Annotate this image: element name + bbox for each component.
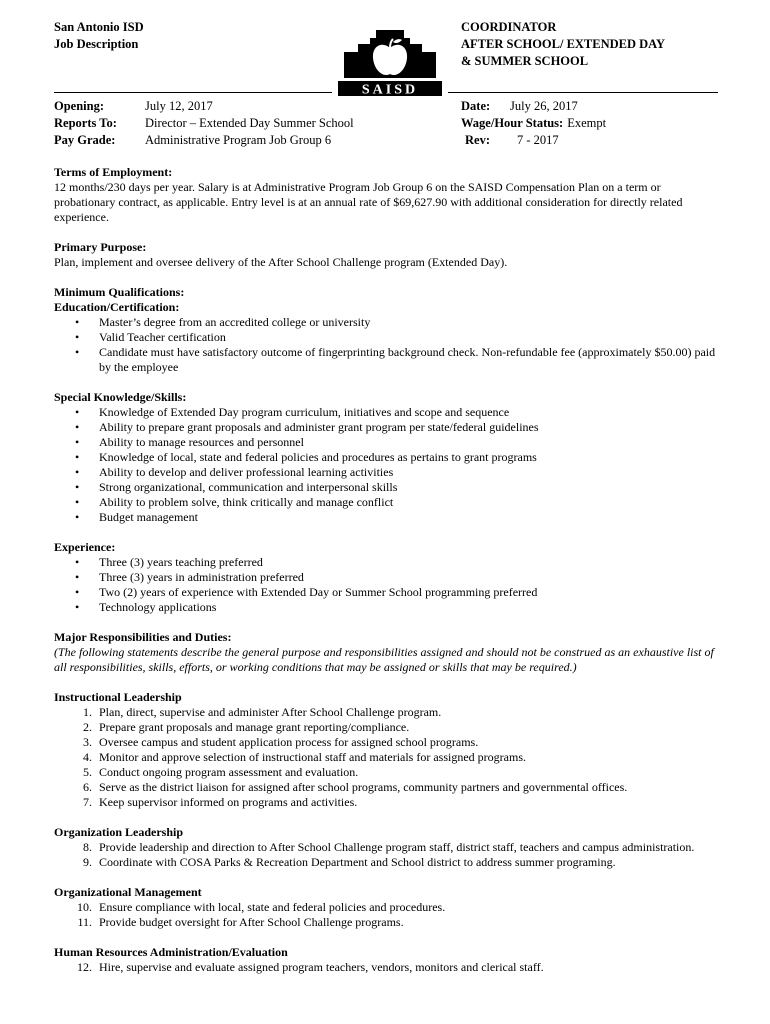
list-item: • Budget management	[75, 510, 198, 524]
duties-note: (The following statements describe the general purpose and responsibilities assigned and should not be construed as an exhaustive list of all responsibilities, skills, efforts, or working conditions that may be assigned or skills that may be required.)	[54, 645, 714, 674]
district-name: San Antonio ISD	[54, 20, 144, 34]
list-item: 7. Keep supervisor informed on programs and activities.	[83, 795, 358, 809]
list-item: 9. Coordinate with COSA Parks & Recreation Department and School district to address summer programing.	[83, 855, 616, 869]
purpose-section	[54, 240, 718, 270]
instructional-list	[54, 705, 718, 810]
organization-title: Organization Leadership	[54, 825, 184, 839]
experience-section	[54, 540, 718, 615]
education-list	[54, 315, 718, 375]
skills-title: Special Knowledge/Skills:	[54, 390, 187, 404]
list-item: 5. Conduct ongoing program assessment and evaluation.	[83, 765, 359, 779]
experience-title: Experience:	[54, 540, 116, 554]
skills-list	[54, 405, 718, 525]
list-item: • Master’s degree from an accredited college or university	[75, 315, 371, 329]
list-item: 8. Provide leadership and direction to After School Challenge program staff, district staff, teachers and campus administration.	[83, 840, 695, 854]
education-subtitle: Education/Certification:	[54, 300, 180, 314]
meta-date: Date: July 26, 2017	[461, 99, 578, 113]
list-item: • Candidate must have satisfactory outcome of fingerprinting background check. Non-refundable fee (approximately $50.00) paid by the employee	[75, 345, 716, 374]
duties-section	[54, 630, 718, 675]
list-item: 10. Ensure compliance with local, state and federal policies and procedures.	[77, 900, 446, 914]
list-item: • Three (3) years teaching preferred	[75, 555, 263, 569]
meta-rev: Rev: 7 - 2017	[465, 133, 559, 147]
job-description-body	[54, 165, 718, 975]
district-header	[54, 19, 144, 53]
list-item: 12. Hire, supervise and evaluate assigned program teachers, vendors, monitors and clerical staff.	[77, 960, 544, 974]
terms-text: 12 months/230 days per year. Salary is at Administrative Program Job Group 6 on the SAISD Compensation Plan on a term or probationary contract, as applicable. Entry level is at an annual rate of $69,627.90 with additional consideration for directly related experience.	[54, 180, 683, 224]
instructional-title: Instructional Leadership	[54, 690, 182, 704]
management-title: Organizational Management	[54, 885, 202, 899]
list-item: • Knowledge of Extended Day program curriculum, initiatives and scope and sequence	[75, 405, 510, 419]
doc-type: Job Description	[54, 37, 139, 51]
terms-title: Terms of Employment:	[54, 165, 173, 179]
meta-right	[461, 98, 606, 149]
purpose-text: Plan, implement and oversee delivery of the After School Challenge program (Extended Day).	[54, 255, 508, 269]
list-item: • Valid Teacher certification	[75, 330, 226, 344]
list-item: • Ability to prepare grant proposals and administer grant program per state/federal guidelines	[75, 420, 539, 434]
header-rule-left	[54, 92, 332, 93]
list-item: 11. Provide budget oversight for After School Challenge programs.	[77, 915, 404, 929]
organization-section	[54, 825, 718, 870]
list-item: • Knowledge of local, state and federal policies and procedures as pertains to grant programs	[75, 450, 537, 464]
management-list	[54, 900, 718, 930]
purpose-title: Primary Purpose:	[54, 240, 147, 254]
meta-pay-grade: Pay Grade: Administrative Program Job Group 6	[54, 133, 332, 147]
duties-title: Major Responsibilities and Duties:	[54, 630, 232, 644]
position-header	[461, 19, 665, 70]
list-item: • Ability to problem solve, think critically and manage conflict	[75, 495, 394, 509]
list-item: 4. Monitor and approve selection of instructional staff and materials for assigned programs.	[83, 750, 526, 764]
meta-left	[54, 98, 354, 149]
list-item: • Three (3) years in administration preferred	[75, 570, 304, 584]
meta-opening: Opening: July 12, 2017	[54, 99, 213, 113]
hr-section	[54, 945, 718, 975]
list-item: 1. Plan, direct, supervise and administer After School Challenge program.	[83, 705, 442, 719]
list-item: • Two (2) years of experience with Extended Day or Summer School programming preferred	[75, 585, 538, 599]
skills-section	[54, 390, 718, 525]
list-item: • Strong organizational, communication and interpersonal skills	[75, 480, 398, 494]
header-rule-right	[448, 92, 718, 93]
position-subtitle-2: & SUMMER SCHOOL	[461, 54, 589, 68]
instructional-section	[54, 690, 718, 810]
qualifications-section	[54, 285, 718, 375]
meta-wage-status: Wage/Hour Status: Exempt	[461, 116, 607, 130]
experience-list	[54, 555, 718, 615]
qualifications-title: Minimum Qualifications:	[54, 285, 185, 299]
position-subtitle-1: AFTER SCHOOL/ EXTENDED DAY	[461, 37, 666, 51]
list-item: 3. Oversee campus and student application process for assigned school programs.	[83, 735, 479, 749]
list-item: • Technology applications	[75, 600, 217, 614]
saisd-logo-icon	[336, 26, 444, 98]
hr-title: Human Resources Administration/Evaluation	[54, 945, 288, 959]
logo-text: SAISD	[361, 82, 419, 98]
list-item: • Ability to develop and deliver professional learning activities	[75, 465, 394, 479]
list-item: 2. Prepare grant proposals and manage grant reporting/compliance.	[83, 720, 410, 734]
position-title: COORDINATOR	[461, 20, 557, 34]
list-item: 6. Serve as the district liaison for assigned after school programs, community partners and governmental offices.	[83, 780, 628, 794]
list-item: • Ability to manage resources and personnel	[75, 435, 304, 449]
management-section	[54, 885, 718, 930]
terms-section	[54, 165, 718, 225]
hr-list	[54, 960, 718, 975]
meta-reports-to: Reports To: Director – Extended Day Summer School	[54, 116, 354, 130]
organization-list	[54, 840, 718, 870]
